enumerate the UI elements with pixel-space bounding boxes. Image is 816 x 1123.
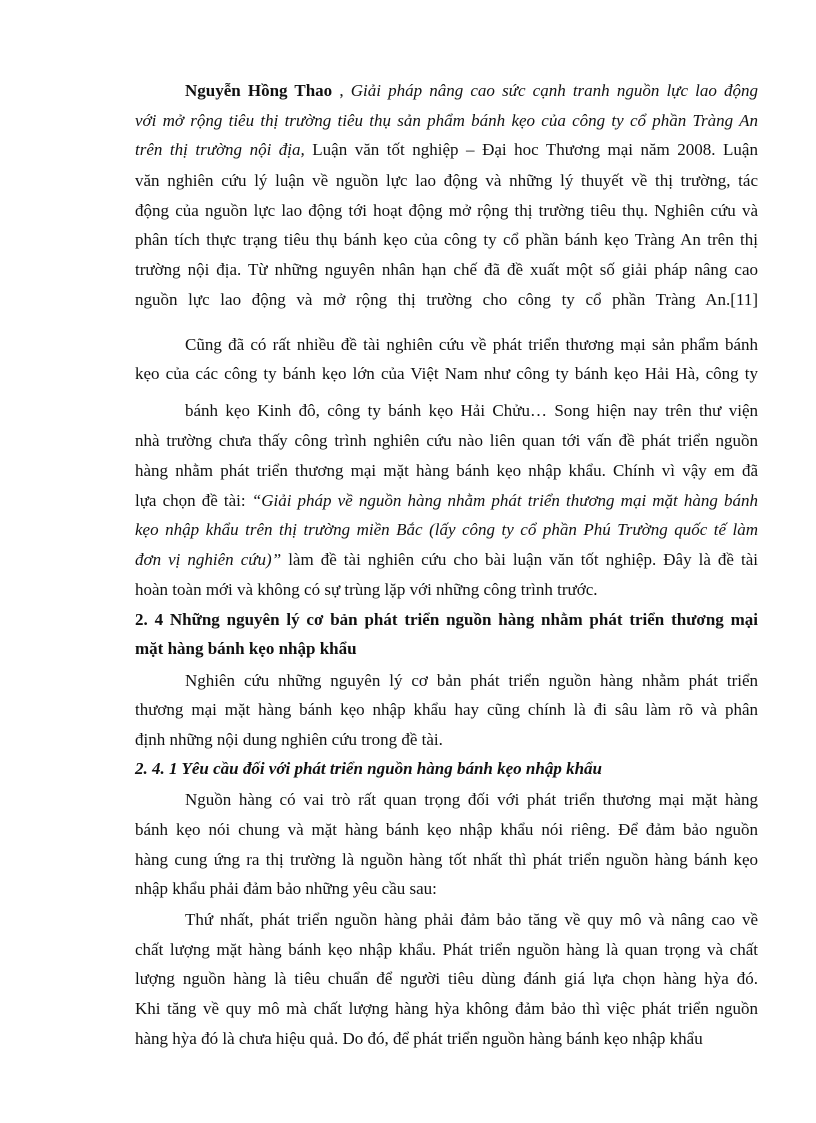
- section-heading-2-4-line1: 2. 4 Những nguyên lý cơ bản phát triển nguồn hàng nhằm phát triển thương mại: [135, 610, 758, 629]
- para1-line3: trên thị trường nội địa, Luận văn tốt nghiệp – Đại hoc Thương mại năm 2008. Luận: [135, 140, 758, 159]
- para2-line1: Cũng đã có rất nhiều đề tài nghiên cứu về phát triển thương mại sản phẩm bánh: [185, 335, 758, 354]
- para5-line1: Thứ nhất, phát triển nguồn hàng phải đảm bảo tăng về quy mô và nâng cao về: [185, 910, 758, 929]
- para2-line5: hàng nhằm phát triển thương mại mặt hàng bánh kẹo nhập khẩu. Chính vì vậy em đã: [135, 461, 758, 480]
- para1-line7: trường nội địa. Từ những nguyên nhân hạn chế đã đề xuất một số giải pháp nâng cao: [135, 260, 758, 279]
- para4-line1: Nguồn hàng có vai trò rất quan trọng đối với phát triển thương mại mặt hàng: [185, 790, 758, 809]
- para2-line8: đơn vị nghiên cứu)” làm đề tài nghiên cứu cho bài luận văn tốt nghiệp. Đây là đề tài: [135, 550, 758, 569]
- para1-line8: nguồn lực lao động và mở rộng thị trường cho công ty cổ phần Tràng An.[11]: [135, 290, 758, 309]
- para3-line3: định những nội dung nghiên cứu trong đề tài.: [135, 730, 443, 749]
- para4-line2: bánh kẹo nói chung và mặt hàng bánh kẹo nhập khẩu nói riêng. Để đảm bảo nguồn: [135, 820, 758, 839]
- para2-line6: lựa chọn đề tài: “Giải pháp về nguồn hàng nhằm phát triển thương mại mặt hàng bánh: [135, 491, 758, 510]
- para3-line1: Nghiên cứu những nguyên lý cơ bản phát triển nguồn hàng nhằm phát triển: [185, 671, 758, 690]
- reference-title: Giải pháp nâng cao sức cạnh tranh nguồn lực lao động: [350, 81, 759, 100]
- thesis-title: “Giải pháp về nguồn hàng nhằm phát triển thương mại mặt hàng bánh: [251, 491, 758, 510]
- section-heading-2-4-line2: mặt hàng bánh kẹo nhập khẩu: [135, 639, 357, 658]
- para5-line5: hàng hỳa đó là chưa hiệu quả. Do đó, để phát triển nguồn hàng bánh kẹo nhập khẩu: [135, 1029, 703, 1048]
- para2-line7: kẹo nhập khẩu trên thị trường miền Bắc (lấy công ty cổ phần Phú Trường quốc tế làm: [135, 520, 758, 539]
- para4-line3: hàng cung ứng ra thị trường là nguồn hàng tốt nhất thì phát triển nguồn hàng bánh kẹo: [135, 850, 758, 869]
- section-heading-2-4-1: 2. 4. 1 Yêu cầu đối với phát triển nguồn hàng bánh kẹo nhập khẩu: [135, 759, 602, 778]
- para5-line3: lượng nguồn hàng là tiêu chuẩn để người tiêu dùng đánh giá lựa chọn hàng hỳa đó.: [135, 969, 758, 988]
- para1-line2: với mở rộng tiêu thị trường tiêu thụ sản phẩm bánh kẹo của công ty cổ phần Tràng An: [135, 111, 758, 130]
- para1-line5: động của nguồn lực lao động tới hoạt động mở rộng thị trường tiêu thụ. Nghiên cứu và: [135, 201, 758, 220]
- para5-line2: chất lượng mặt hàng bánh kẹo nhập khẩu. Phát triển nguồn hàng là quan trọng và chất: [135, 940, 758, 959]
- para5-line4: Khi tăng về quy mô mà chất lượng hàng hỳa không đảm bảo thì việc phát triển nguồn: [135, 999, 758, 1018]
- para4-line4: nhập khẩu phải đảm bảo những yêu cầu sau:: [135, 879, 437, 898]
- para2-line4: nhà trường chưa thấy công trình nghiên cứu nào liên quan tới vấn đề phát triển nguồn: [135, 431, 758, 450]
- para1-line1: Nguyễn Hồng Thao , Giải pháp nâng cao sức cạnh tranh nguồn lực lao động: [185, 81, 759, 100]
- para1-line6: phân tích thực trạng tiêu thụ bánh kẹo của công ty cổ phần bánh kẹo Tràng An trên thị: [135, 230, 758, 249]
- para3-line2: thương mại mặt hàng bánh kẹo nhập khẩu hay cũng chính là đi sâu làm rõ và phân: [135, 700, 758, 719]
- para2-line9: hoàn toàn mới và không có sự trùng lặp với những công trình trước.: [135, 580, 598, 599]
- reference-author: Nguyễn Hồng Thao: [185, 81, 333, 100]
- para2-line2: kẹo của các công ty bánh kẹo lớn của Việt Nam như công ty bánh kẹo Hải Hà, công ty: [135, 364, 758, 383]
- para1-line4: văn nghiên cứu lý luận về nguồn lực lao động và những lý thuyết về thị trường, tác: [135, 171, 758, 190]
- para2-line3: bánh kẹo Kinh đô, công ty bánh kẹo Hải Chửu… Song hiện nay trên thư viện: [185, 401, 758, 420]
